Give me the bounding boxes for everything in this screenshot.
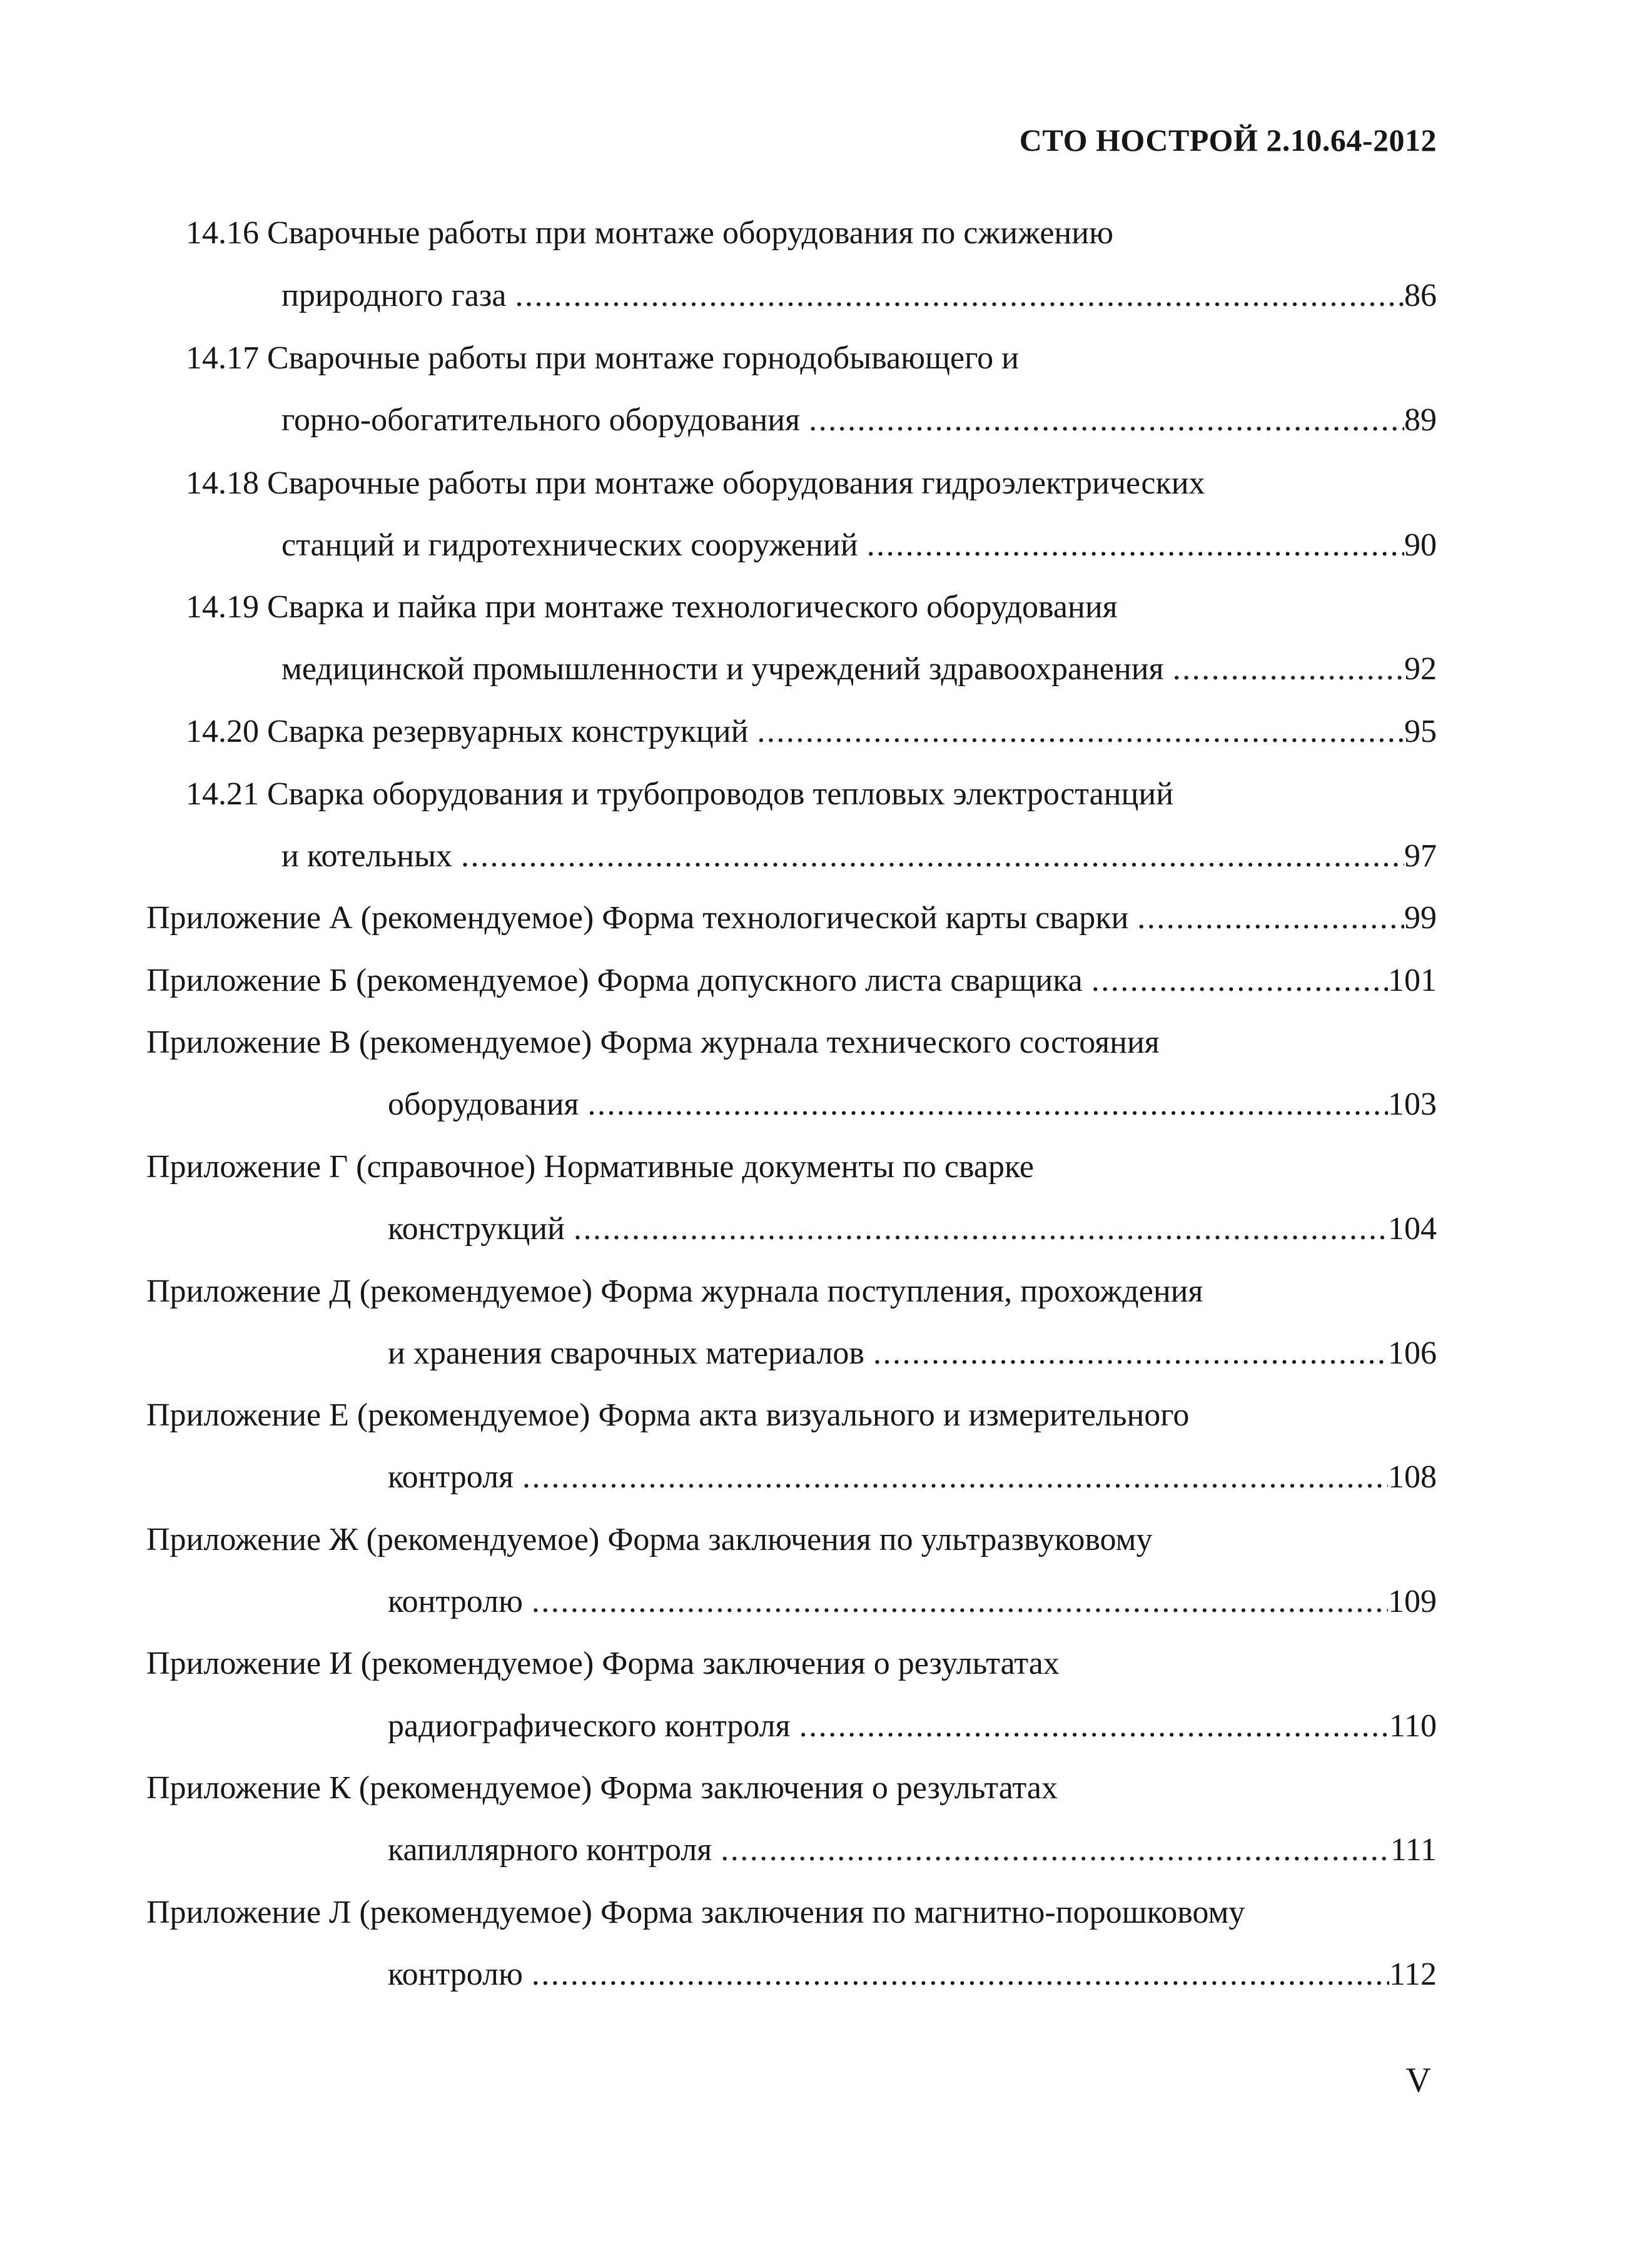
toc-appendix-zh-leader <box>388 1579 1437 1624</box>
toc-entry-text: медицинской промышленности и учреждений здравоохранения <box>281 651 1164 687</box>
toc-page-number: 86 <box>1404 278 1437 313</box>
toc-entry-14-16-leader <box>281 273 1437 318</box>
toc-page-number: 112 <box>1389 1957 1437 1992</box>
toc-entry-14-21-title: 14.21 Сварка оборудования и трубопроводов тепловых электростанций <box>186 776 1174 812</box>
toc-page-number: 110 <box>1389 1708 1437 1744</box>
toc-appendix-k-leader <box>388 1828 1437 1873</box>
toc-entry-text: контроля <box>388 1459 514 1495</box>
dot-leader <box>514 1455 1388 1500</box>
toc-appendix-k-title: Приложение К (рекомендуемое) Форма заключения о результатах <box>146 1770 1058 1806</box>
page-number: V <box>1405 2061 1431 2100</box>
toc-page-number: 95 <box>1404 714 1437 749</box>
toc-appendix-b <box>146 958 1437 1003</box>
toc-appendix-g-title: Приложение Г (справочное) Нормативные документы по сварке <box>146 1149 1035 1185</box>
toc-entry-14-17-title: 14.17 Сварочные работы при монтаже горнодобывающего и <box>186 340 1019 376</box>
dot-leader <box>800 398 1404 443</box>
toc-entry-text: капиллярного контроля <box>388 1832 712 1868</box>
dot-leader <box>1164 647 1404 692</box>
toc-page-number: 108 <box>1388 1459 1437 1495</box>
toc-appendix-i-title: Приложение И (рекомендуемое) Форма заключения о результатах <box>146 1646 1060 1681</box>
toc-appendix-zh-title: Приложение Ж (рекомендуемое) Форма заключения по ультразвуковому <box>146 1522 1153 1557</box>
toc-entry-text: станций и гидротехнических сооружений <box>281 527 858 563</box>
toc-entry-text: оборудования <box>388 1086 579 1122</box>
toc-appendix-e-leader <box>388 1455 1437 1500</box>
dot-leader <box>748 709 1404 754</box>
toc-page-number: 92 <box>1404 651 1437 687</box>
toc-page-number: 103 <box>1388 1086 1437 1122</box>
dot-leader <box>712 1828 1390 1873</box>
toc-entry-14-19-leader <box>281 647 1437 692</box>
toc-appendix-l-title: Приложение Л (рекомендуемое) Форма заключения по магнитно-порошковому <box>146 1895 1245 1930</box>
toc-appendix-a <box>146 896 1437 941</box>
toc-page-number: 101 <box>1388 963 1437 998</box>
toc-entry-14-18-leader <box>281 523 1437 568</box>
toc-appendix-i-leader <box>388 1704 1437 1749</box>
dot-leader <box>452 834 1404 879</box>
toc-entry-14-17-leader <box>281 398 1437 443</box>
toc-entry-14-18-title: 14.18 Сварочные работы при монтаже оборудования гидроэлектрических <box>186 465 1205 501</box>
toc-entry-text: контролю <box>388 1957 523 1992</box>
toc-page-number: 106 <box>1388 1335 1437 1371</box>
toc-page-number: 109 <box>1388 1584 1437 1619</box>
dot-leader <box>791 1704 1389 1749</box>
toc-appendix-v-leader <box>388 1082 1437 1127</box>
toc-appendix-d-leader <box>388 1331 1437 1376</box>
toc-appendix-e-title: Приложение Е (рекомендуемое) Форма акта визуального и измерительного <box>146 1397 1190 1433</box>
toc-entry-text: и хранения сварочных материалов <box>388 1335 864 1371</box>
toc-entry-text: контролю <box>388 1584 523 1619</box>
dot-leader <box>523 1579 1388 1624</box>
toc-page-number: 99 <box>1404 900 1437 936</box>
dot-leader <box>565 1207 1388 1252</box>
toc-page-number: 104 <box>1388 1211 1437 1247</box>
toc-appendix-v-title: Приложение В (рекомендуемое) Форма журнала технического состояния <box>146 1025 1160 1060</box>
toc-entry-text: горно-обогатительного оборудования <box>281 402 801 438</box>
toc-entry-14-19-title: 14.19 Сварка и пайка при монтаже технологического оборудования <box>186 589 1118 625</box>
toc-entry-text: 14.20 Сварка резервуарных конструкций <box>186 714 749 749</box>
toc-entry-text: Приложение А (рекомендуемое) Форма технологической карты сварки <box>146 900 1129 936</box>
toc-entry-text: конструкций <box>388 1211 565 1247</box>
toc-appendix-g-leader <box>388 1207 1437 1252</box>
toc-entry-text: и котельных <box>281 838 452 874</box>
toc-appendix-d-title: Приложение Д (рекомендуемое) Форма журнала поступления, прохождения <box>146 1273 1203 1309</box>
toc-entry-text: природного газа <box>281 278 507 313</box>
dot-leader <box>523 1952 1389 1997</box>
dot-leader <box>858 523 1404 568</box>
dot-leader <box>864 1331 1388 1376</box>
toc-appendix-l-leader <box>388 1952 1437 1997</box>
document-code-header: СТО НОСТРОЙ 2.10.64-2012 <box>1019 123 1437 158</box>
dot-leader <box>579 1082 1388 1127</box>
toc-page-number: 97 <box>1404 838 1437 874</box>
dot-leader <box>1083 958 1388 1003</box>
toc-page-number: 89 <box>1404 402 1437 438</box>
toc-entry-14-16-title: 14.16 Сварочные работы при монтаже оборудования по сжижению <box>186 215 1113 251</box>
toc-entry-14-21-leader <box>281 834 1437 879</box>
toc-entry-text: радиографического контроля <box>388 1708 791 1744</box>
toc-page-number: 111 <box>1390 1832 1437 1868</box>
toc-page-number: 90 <box>1404 527 1437 563</box>
dot-leader <box>507 273 1404 318</box>
toc-entry-14-20 <box>186 709 1437 754</box>
dot-leader <box>1128 896 1404 941</box>
toc-entry-text: Приложение Б (рекомендуемое) Форма допускного листа сварщика <box>146 963 1083 998</box>
